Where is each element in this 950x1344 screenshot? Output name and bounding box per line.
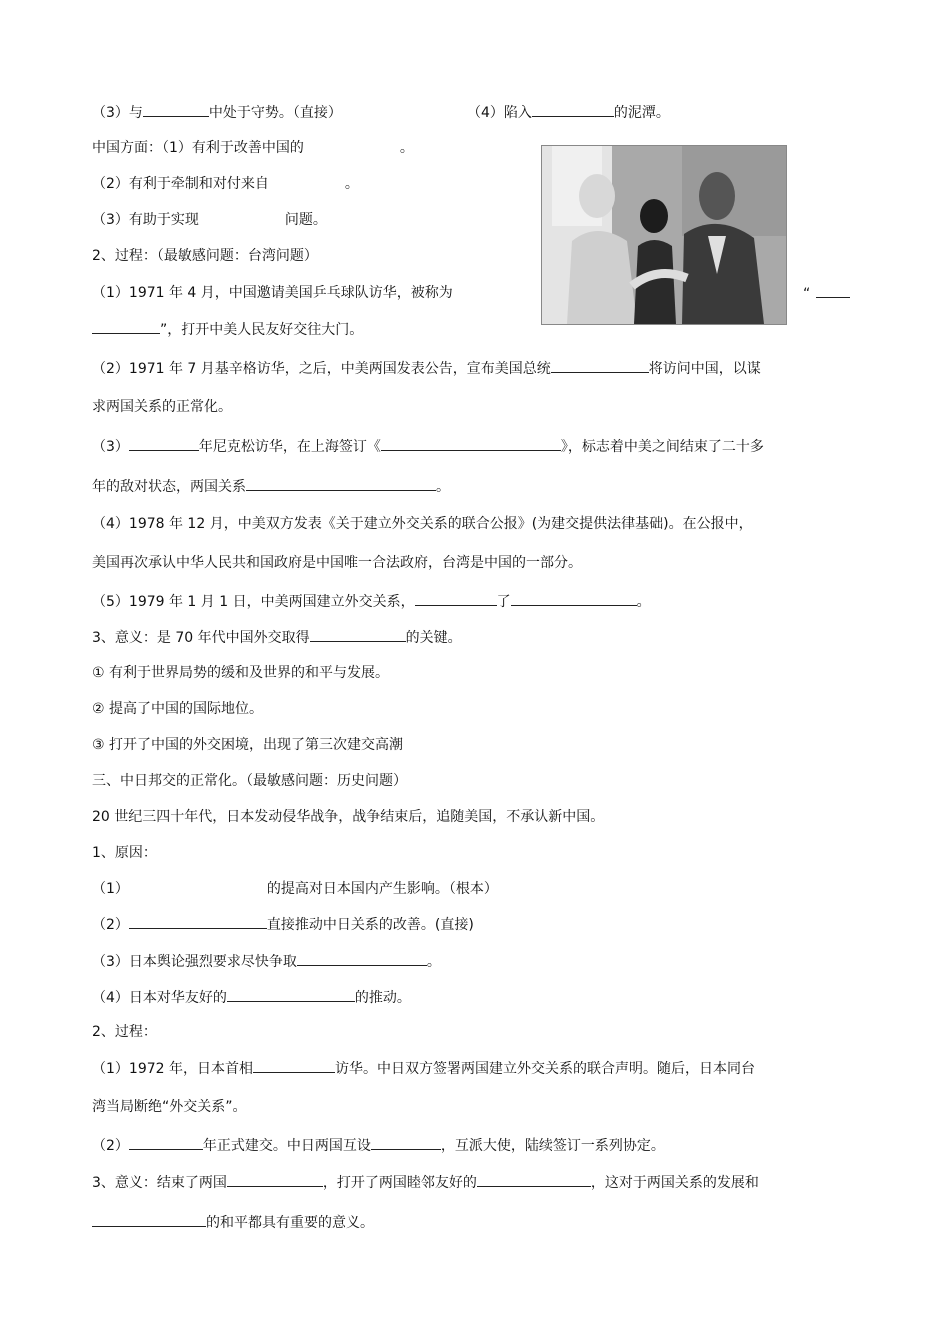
line-25 xyxy=(92,987,411,1008)
text: 中国方面：（1）有利于改善中国的 xyxy=(92,140,304,156)
line-10 xyxy=(92,436,764,457)
blank[interactable] xyxy=(297,951,427,966)
line-31 xyxy=(92,1212,374,1233)
line-6 xyxy=(92,283,453,303)
text: 。 xyxy=(426,954,441,970)
line-30 xyxy=(92,1172,759,1193)
text: 的关键。 xyxy=(405,630,462,646)
line-5: 2、过程：（最敏感问题：台湾问题） xyxy=(92,248,318,264)
text: （3）与 xyxy=(92,105,143,121)
text: 。 xyxy=(436,479,450,495)
blank[interactable] xyxy=(371,1135,441,1150)
text: 。 xyxy=(344,176,359,192)
line-1 xyxy=(92,102,342,123)
line-20: 20 世纪三四十年代，日本发动侵华战争，战争结束后，追随美国，不承认新中国。 xyxy=(92,809,605,825)
blank[interactable] xyxy=(511,591,637,606)
text: 访华。中日双方签署两国建立外交关系的联合声明。随后，日本同台 xyxy=(335,1061,755,1077)
line-6-right xyxy=(803,283,850,304)
blank[interactable] xyxy=(253,1058,335,1073)
blank[interactable] xyxy=(227,1172,323,1187)
line-13: 美国再次承认中华人民共和国政府是中国唯一合法政府，台湾是中国的一部分。 xyxy=(92,555,582,571)
text: （5）1979 年 1 月 1 日，中美两国建立外交关系， xyxy=(92,594,415,610)
text: （2）有利于牵制和对付来自 xyxy=(92,176,269,192)
text: 年正式建交。中日两国互设 xyxy=(202,1138,371,1154)
line-8 xyxy=(92,358,761,379)
text: 了 xyxy=(496,594,511,610)
line-9: 求两国关系的正常化。 xyxy=(92,399,232,415)
text: 。 xyxy=(399,140,414,156)
blank[interactable] xyxy=(381,436,561,451)
text: 问题。 xyxy=(284,212,327,228)
blank[interactable] xyxy=(551,358,649,373)
text: 将访问中国，以谋 xyxy=(648,361,761,377)
text: ，互派大使，陆续签订一系列协定。 xyxy=(440,1138,665,1154)
text: 3、意义：结束了两国 xyxy=(92,1175,227,1191)
text: 年的敌对状态，两国关系 xyxy=(92,479,246,495)
text: （1）1971 年 4 月，中国邀请美国乒乓球队访华，被称为 xyxy=(92,285,453,301)
line-14 xyxy=(92,591,651,612)
blank[interactable] xyxy=(227,987,355,1002)
line-21: 1、原因： xyxy=(92,845,157,861)
text: 直接推动中日关系的改善。(直接) xyxy=(266,917,474,933)
blank[interactable] xyxy=(92,1212,206,1227)
text: ，这对于两国关系的发展和 xyxy=(590,1175,759,1191)
blank[interactable] xyxy=(143,102,209,117)
text: “ xyxy=(803,286,811,302)
line-1-right xyxy=(467,102,670,123)
line-23 xyxy=(92,914,474,935)
text: （2） xyxy=(92,1138,129,1154)
line-11 xyxy=(92,476,450,497)
line-27 xyxy=(92,1058,755,1079)
line-3 xyxy=(92,174,359,194)
blank[interactable] xyxy=(129,436,199,451)
text: 中处于守势。（直接） xyxy=(208,105,342,121)
text: （3）日本舆论强烈要求尽快争取 xyxy=(92,954,297,970)
photo-illustration xyxy=(542,146,786,324)
line-22 xyxy=(92,879,498,899)
line-4 xyxy=(92,210,327,230)
text: 年尼克松访华，在上海签订《 xyxy=(198,439,381,455)
text: （3） xyxy=(92,439,129,455)
photo-meeting xyxy=(541,145,787,325)
line-24 xyxy=(92,951,441,972)
line-29 xyxy=(92,1135,665,1156)
text: （3）有助于实现 xyxy=(92,212,199,228)
text: 。 xyxy=(636,594,651,610)
line-26: 2、过程： xyxy=(92,1024,157,1040)
blank[interactable] xyxy=(246,476,436,491)
line-16: ① 有利于世界局势的缓和及世界的和平与发展。 xyxy=(92,665,389,681)
text: 3、意义：是 70 年代中国外交取得 xyxy=(92,630,310,646)
text: 的提高对日本国内产生影响。（根本） xyxy=(266,881,498,897)
text: （4）陷入 xyxy=(467,105,532,121)
text: （2） xyxy=(92,917,129,933)
line-19: 三、中日邦交的正常化。（最敏感问题：历史问题） xyxy=(92,773,407,789)
line-28: 湾当局断绝“外交关系”。 xyxy=(92,1099,247,1115)
text: 的和平都具有重要的意义。 xyxy=(206,1215,374,1231)
blank[interactable] xyxy=(129,1135,203,1150)
line-15 xyxy=(92,627,462,648)
line-2 xyxy=(92,138,414,158)
text: 的泥潭。 xyxy=(613,105,670,121)
blank[interactable] xyxy=(477,1172,591,1187)
blank[interactable] xyxy=(415,591,497,606)
blank[interactable] xyxy=(92,319,160,334)
line-12: （4）1978 年 12 月，中美双方发表《关于建立外交关系的联合公报》(为建交提供法律基础)。在公报中， xyxy=(92,516,753,532)
text: ，打开了两国睦邻友好的 xyxy=(322,1175,477,1191)
blank[interactable] xyxy=(532,102,614,117)
text: （2）1971 年 7 月基辛格访华，之后，中美两国发表公告，宣布美国总统 xyxy=(92,361,551,377)
blank[interactable] xyxy=(816,283,850,298)
text: 的推动。 xyxy=(354,990,411,1006)
text: （1）1972 年，日本首相 xyxy=(92,1061,253,1077)
line-7 xyxy=(92,319,363,340)
text: （4）日本对华友好的 xyxy=(92,990,227,1006)
text: ”，打开中美人民友好交往大门。 xyxy=(160,322,364,338)
line-18: ③ 打开了中国的外交困境，出现了第三次建交高潮 xyxy=(92,737,403,753)
text: 》，标志着中美之间结束了二十多 xyxy=(560,439,764,455)
blank[interactable] xyxy=(129,914,267,929)
line-17: ② 提高了中国的国际地位。 xyxy=(92,701,264,717)
text: （1） xyxy=(92,881,129,897)
blank[interactable] xyxy=(310,627,406,642)
